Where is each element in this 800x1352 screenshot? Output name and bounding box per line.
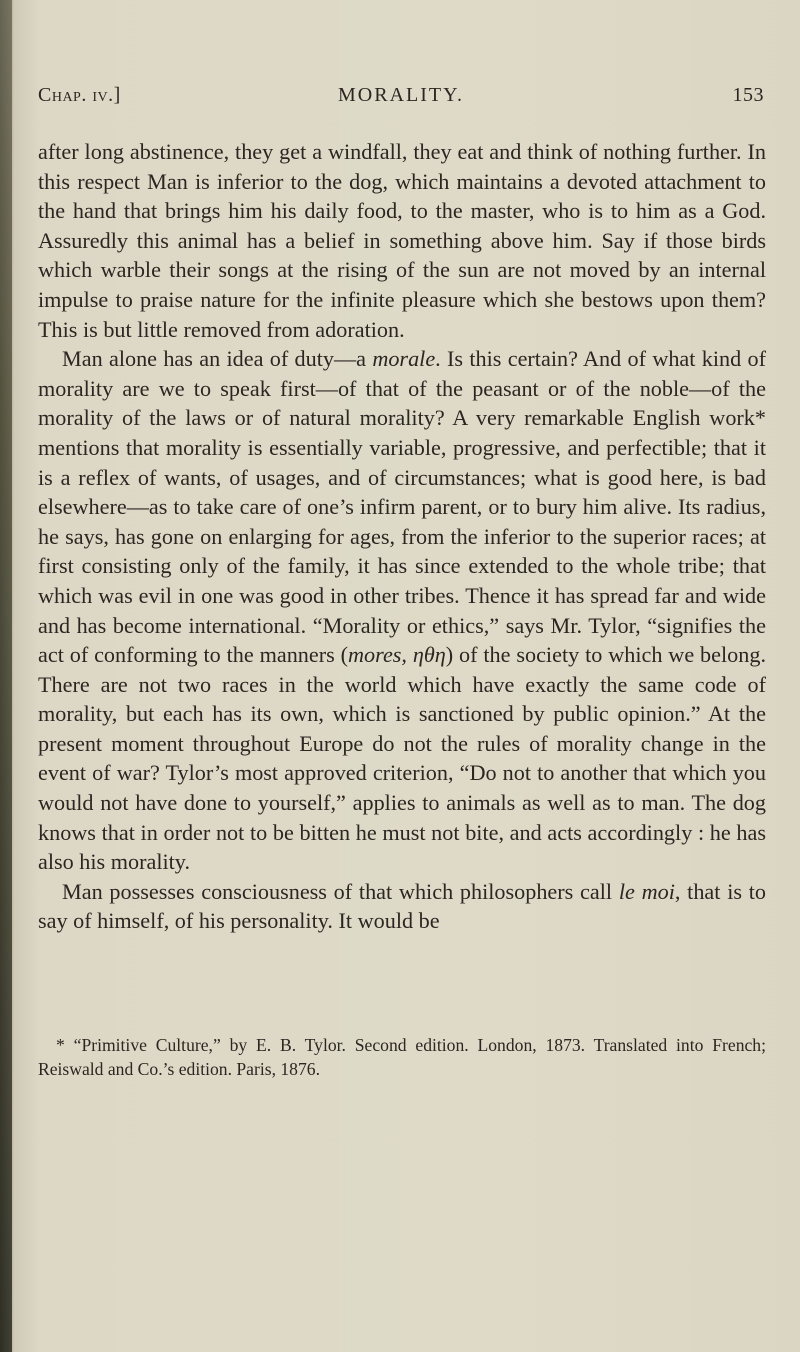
morale-term: morale <box>372 346 436 372</box>
paragraph-1 <box>38 137 766 344</box>
paragraph-2 <box>38 344 766 877</box>
body-text <box>38 137 766 936</box>
paragraph-2-text-c: ) of the society to which we belong. There are not two races in the world which have exactly the same code of morality, but each has its own, which is sanctioned by public opinion.” At the present moment throughout Europe do not the rules of morality change in the event of war? Tylor’s most approved criterion, “Do not to another that which you would not have done to yourself,” applies to animals as well as to man. The dog knows that in order not to be bitten he must not bite, and acts accordingly : he has also his morality. <box>38 642 766 875</box>
paragraph-3-text-b: , that is to say of himself, of his personality. It would be <box>38 878 766 934</box>
page-number: 153 <box>732 84 764 106</box>
page-title: MORALITY. <box>338 84 464 106</box>
le-moi-term: le moi <box>618 878 675 904</box>
mores-term: mores, ηθη <box>348 642 446 668</box>
footnote: * “Primitive Culture,” by E. B. Tylor. Second edition. London, 1873. Translated into French; Reiswald and Co.’s edition. Paris, 1876. <box>38 1035 766 1079</box>
running-header <box>38 84 764 114</box>
paragraph-2-text-a: Man alone has an idea of duty—a <box>62 346 373 372</box>
paragraph-1-text: after long abstinence, they get a windfall, they eat and think of nothing further. In this respect Man is inferior to the dog, which maintains a devoted attachment to the hand that brings him his daily food, to the master, who is to him as a God. Assuredly this animal has a belief in something above him. Say if those birds which warble their songs at the rising of the sun are not moved by an internal impulse to praise nature for the infinite pleasure which she bestows upon them? This is but little removed from adoration. <box>38 139 766 342</box>
paragraph-3-text-a: Man possesses consciousness of that which philosophers call <box>62 878 619 904</box>
chapter-label: Chap. iv.] <box>38 84 121 106</box>
paragraph-2-text-b: . Is this certain? And of what kind of morality are we to speak first—of that of the peasant or of the noble—of the morality of the laws or of natural morality? A very remarkable English work* mentions that morality is essentially variable, progressive, and perfectible; that it is a reflex of wants, of usages, and of circumstances; what is good here, is bad elsewhere—as to take care of one’s infirm parent, or to bury him alive. Its radius, he says, has gone on enlarging for ages, from the inferior to the superior races; at first consisting only of the family, it has since extended to the whole tribe; that which was evil in one was good in other tribes. Thence it has spread far and wide and has become international. “Morality or ethics,” says Mr. Tylor, “signifies the act of conforming to the manners ( <box>38 346 766 668</box>
paragraph-3 <box>38 877 766 936</box>
binding-gutter <box>0 0 12 1352</box>
